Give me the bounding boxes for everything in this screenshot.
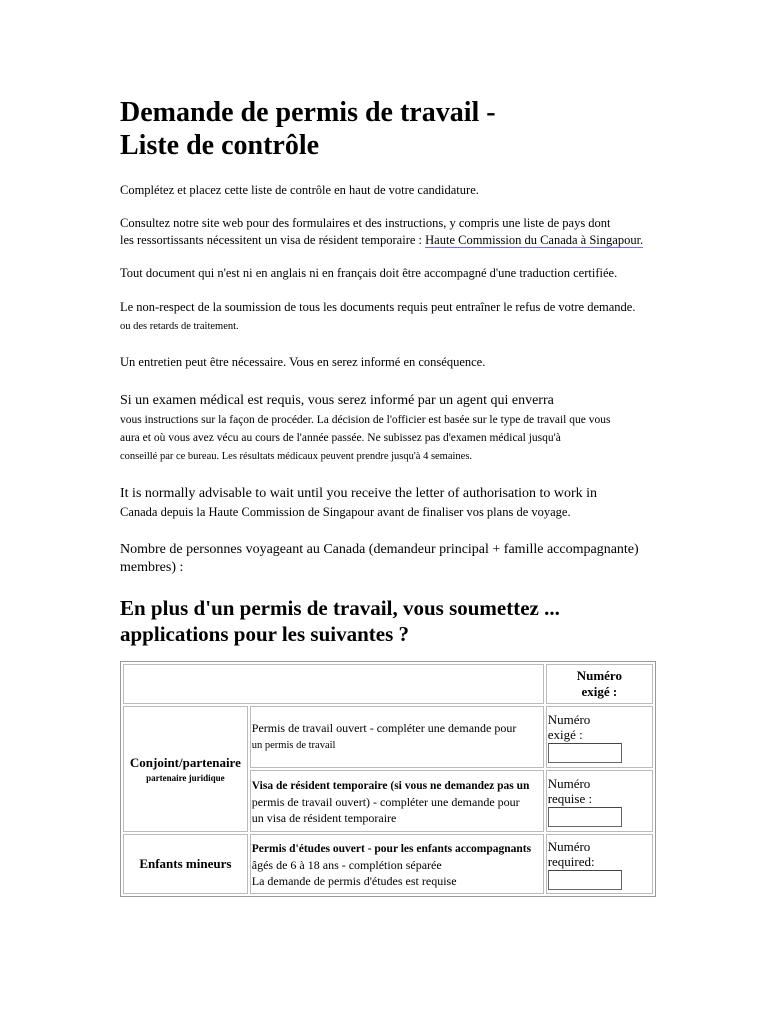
number-required-cell: Numéro required: xyxy=(546,834,653,894)
study-permit-item: Permis d'études ouvert - pour les enfants accompagnants âgés de 6 à 18 ans - complétion séparée La demande de permis d'études est requise xyxy=(250,834,544,894)
translation-paragraph: Tout document qui n'est ni en anglais ni en français doit être accompagné d'une traduction certifiée. xyxy=(120,266,618,280)
table-header-row xyxy=(123,664,653,704)
number-required-cell: Numéro exigé : xyxy=(546,706,653,768)
intro-paragraph: Complétez et placez cette liste de contrôle en haut de votre candidature. xyxy=(120,183,479,197)
temporary-visa-item: Visa de résident temporaire (si vous ne demandez pas un permis de travail ouvert) - compléter une demande pour un visa de résident temporaire xyxy=(250,770,544,832)
website-paragraph: Consultez notre site web pour des formulaires et des instructions, y compris une liste de pays dont les ressortissants nécessitent un visa de résident temporaire : Haute Commission du Canada à Singapour. xyxy=(120,216,644,247)
number-input-work-permit[interactable] xyxy=(548,743,622,763)
interview-paragraph: Un entretien peut être nécessaire. Vous en serez informé en conséquence. xyxy=(120,355,486,369)
number-input-study-permit[interactable] xyxy=(548,870,622,890)
travel-paragraph: It is normally advisable to wait until you receive the letter of authorisation to work in Canada depuis la Haute Commission de Singapour avant de finaliser vos plans de voyage. xyxy=(120,486,598,519)
page-title-line1: Demande de permis de travail - xyxy=(120,97,496,128)
number-required-cell: Numéro requise : xyxy=(546,770,653,832)
documents-paragraph: Le non-respect de la soumission de tous les documents requis peut entraîner le refus de votre demande. ou des retards de traitement. xyxy=(120,300,636,332)
table-header-blank xyxy=(123,664,544,704)
table-header-number: Numéro exigé : xyxy=(546,664,653,704)
section-heading: En plus d'un permis de travail, vous soumettez ... applications pour les suivantes ? xyxy=(120,596,560,646)
table-row xyxy=(123,834,653,894)
medical-paragraph: Si un examen médical est requis, vous serez informé par un agent qui enverra vous instructions sur la façon de procéder. La décision de l'officier est basée sur le type de travail que vous aura et où vous avez vécu au cours de l'année passée. Ne subissez pas d'examen médical jusqu'à conseillé par ce bureau. Les résultats médicaux peuvent prendre jusqu'à 4 semaines. xyxy=(120,393,611,462)
checklist-page xyxy=(120,96,680,897)
table-row xyxy=(123,706,653,768)
page-title xyxy=(120,96,680,162)
row-label-children: Enfants mineurs xyxy=(123,834,248,894)
high-commission-link[interactable]: Haute Commission du Canada à Singapour. xyxy=(425,233,644,247)
applications-table xyxy=(120,661,656,897)
travellers-count-paragraph: Nombre de personnes voyageant au Canada (demandeur principal + famille accompagnante) membres) : xyxy=(120,542,639,575)
row-label-spouse: Conjoint/partenaire partenaire juridique xyxy=(123,706,248,832)
number-input-visa[interactable] xyxy=(548,807,622,827)
page-title-line2: Liste de contrôle xyxy=(120,130,320,161)
open-work-permit-item: Permis de travail ouvert - compléter une demande pour un permis de travail xyxy=(250,706,544,768)
